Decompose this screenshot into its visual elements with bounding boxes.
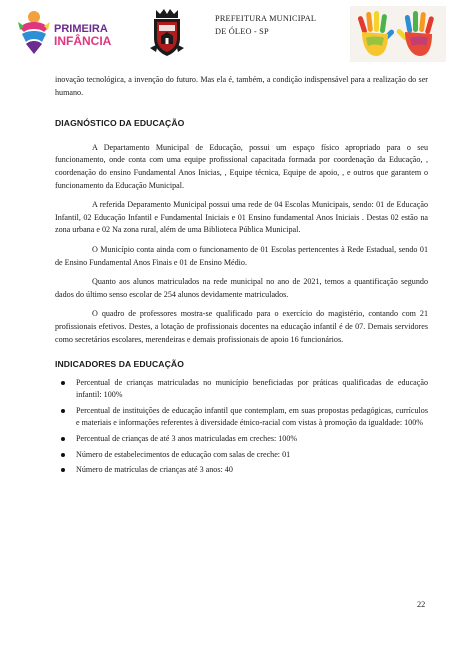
- document-body: [55, 74, 428, 480]
- bullet-icon: [61, 453, 65, 457]
- paragraph-4: Quanto aos alunos matriculados na rede municipal no ano de 2021, temos a quantificação segundo dados do último senso escolar de 254 alunos devidamente matriculados.: [55, 277, 428, 299]
- paragraph-5: O quadro de professores mostra-se qualificado para o exercício do magistério, contando com 21 profissionais efetivos. Destes, a lotação de profissionais docentes na educação infantil é de 07. Demais servidores como secretários escolares, merendeiras e demais profissionais de apoio 16 funcionários.: [55, 309, 428, 344]
- bullet-icon: [61, 437, 65, 441]
- section-title-diagnostico: DIAGNÓSTICO DA EDUCAÇÃO: [55, 118, 185, 129]
- indicators-list: [55, 377, 428, 477]
- header-line-1: PREFEITURA MUNICIPAL: [215, 14, 317, 23]
- bullet-icon: [61, 409, 65, 413]
- paragraph-2: A referida Deparamento Municipal possui uma rede de 04 Escolas Municipais, sendo: 01 de Educação Infantil, 02 Educação Infantil e Fundamental Iniciais e 01 Ensino fundamental Anos Iniciais . Destas 02 estão na zona urbana e 02 Na zona rural, além de uma Biblioteca Pública Municipal.: [55, 200, 428, 235]
- primeira-infancia-logo: [14, 8, 132, 56]
- page-header: [0, 0, 459, 68]
- bullet-icon: [61, 468, 65, 472]
- bullet-icon: [61, 381, 65, 385]
- svg-text:PRIMEIRA: PRIMEIRA: [54, 23, 108, 35]
- paragraph-1: A Departamento Municipal de Educação, possui um espaço físico apropriado para o seu funcionamento, onde conta com uma equipe profissional capacitada formada por coordenação da Educação, , coordenação do ensino Fundamental Anos Inicias, , Equipe técnica, Equipe de apoio, , e outros que garantem o funcionamento da Educação Municipal.: [55, 142, 428, 190]
- list-item: Percentual de instituições de educação infantil que contemplam, em suas propostas pedagógicas, currículos e materiais e informações referentes à diversidade étnico-racial com vistas à promoção da igualdade: 100%: [55, 405, 428, 430]
- svg-text:INFÂNCIA: INFÂNCIA: [54, 34, 112, 48]
- intro-paragraph: inovação tecnológica, a invenção do futuro. Mas ela é, também, a condição indispensável para a realização do ser humano.: [55, 75, 428, 97]
- municipality-title: [215, 13, 316, 38]
- paragraph-3: O Município conta ainda com o funcionamento de 01 Escolas pertencentes à Rede Estadual, sendo 01 de Ensino Fundamental Anos Finais e 01 de Ensino Médio.: [55, 244, 428, 267]
- list-item: Percentual de crianças matriculadas no município beneficiadas por práticas qualificadas de educação infantil: 100%: [55, 377, 428, 402]
- page-number: 22: [417, 600, 426, 609]
- list-item: Número de estabelecimentos de educação com salas de creche: 01: [55, 449, 428, 462]
- municipal-crest: [150, 8, 184, 58]
- painted-hands-image: [350, 6, 446, 62]
- list-item: Percentual de crianças de até 3 anos matriculadas em creches: 100%: [55, 433, 428, 446]
- header-line-2: DE ÓLEO - SP: [215, 26, 269, 36]
- list-item: Número de matrículas de crianças até 3 anos: 40: [55, 464, 428, 477]
- section-title-indicadores: INDICADORES DA EDUCAÇÃO: [55, 359, 184, 370]
